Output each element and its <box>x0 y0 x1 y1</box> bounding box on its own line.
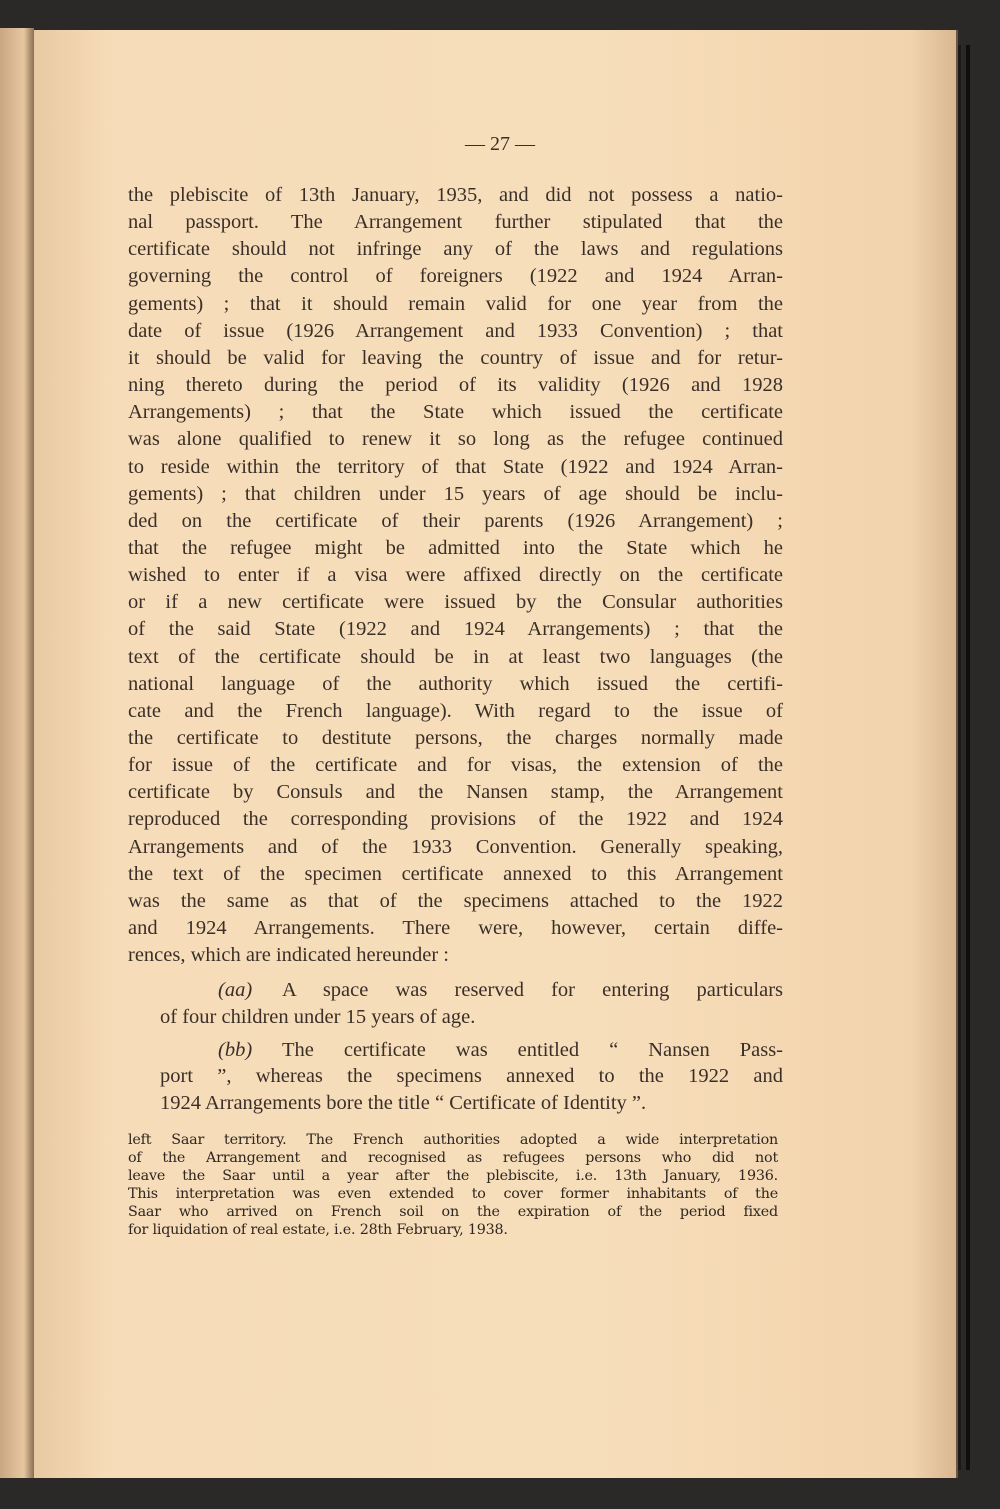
item-marker: (aa) <box>218 979 253 1001</box>
text-line: of the said State (1922 and 1924 Arrangements) ; that the <box>128 618 783 641</box>
text-line: rences, which are indicated hereunder : <box>128 944 450 967</box>
text-line: was alone qualified to renew it so long as the refugee continued <box>128 428 783 451</box>
text-line: certificate should not infringe any of the laws and regulations <box>128 238 783 261</box>
text-line: text of the certificate should be in at least two languages (the <box>128 645 783 668</box>
text-line: certificate by Consuls and the Nansen stamp, the Arrangement <box>128 781 783 804</box>
page-edge <box>966 45 970 1470</box>
text-line: cate and the French language). With regard to the issue of <box>128 699 783 722</box>
text-line: national language of the authority which issued the certifi- <box>128 672 783 695</box>
text-line: Arrangements) ; that the State which issued the certificate <box>128 401 783 424</box>
text-line: that the refugee might be admitted into the State which he <box>128 536 783 559</box>
adjacent-page-edge <box>0 28 34 1478</box>
text-line: A space was reserved for entering particulars <box>282 979 783 1001</box>
text-line: The certificate was entitled “ Nansen Pass- <box>282 1039 783 1061</box>
text-line: Arrangements and of the 1933 Convention. Generally speaking, <box>128 835 783 858</box>
text-line: wished to enter if a visa were affixed directly on the certificate <box>128 564 783 587</box>
item-marker: (bb) <box>218 1039 253 1061</box>
text-line: left Saar territory. The French authorities adopted a wide interpretation <box>128 1132 778 1148</box>
text-line: the text of the specimen certificate annexed to this Arrangement <box>128 862 783 885</box>
text-line: port ”, whereas the specimens annexed to the 1922 and <box>160 1065 783 1087</box>
text-line: gements) ; that it should remain valid for one year from the <box>128 292 783 315</box>
text-line: to reside within the territory of that State (1922 and 1924 Arran- <box>128 455 783 478</box>
text-line: it should be valid for leaving the country of issue and for retur- <box>128 346 783 369</box>
text-line: for issue of the certificate and for visas, the extension of the <box>128 754 783 777</box>
text-line: governing the control of foreigners (1922 and 1924 Arran- <box>128 265 783 288</box>
text-line: This interpretation was even extended to cover former inhabitants of the <box>128 1185 778 1202</box>
text-line: for liquidation of real estate, i.e. 28th February, 1938. <box>128 1221 508 1238</box>
text-line: the plebiscite of 13th January, 1935, and did not possess a natio- <box>128 184 783 206</box>
text-line: ded on the certificate of their parents (1926 Arrangement) ; <box>128 509 783 532</box>
text-line: and 1924 Arrangements. There were, however, certain diffe- <box>128 917 783 940</box>
text-line: of the Arrangement and recognised as refugees persons who did not <box>128 1149 778 1166</box>
text-line: leave the Saar until a year after the plebiscite, i.e. 13th January, 1936. <box>128 1167 778 1184</box>
text-line: the certificate to destitute persons, the charges normally made <box>128 727 783 749</box>
text-line: date of issue (1926 Arrangement and 1933 Convention) ; that <box>128 319 783 342</box>
text-line: ning thereto during the period of its validity (1926 and 1928 <box>128 374 783 397</box>
text-line: 1924 Arrangements bore the title “ Certificate of Identity ”. <box>160 1092 647 1114</box>
text-line: Saar who arrived on French soil on the expiration of the period fixed <box>128 1203 778 1220</box>
page-edge <box>958 45 961 1470</box>
text-line: was the same as that of the specimens attached to the 1922 <box>128 889 783 912</box>
text-line: nal passport. The Arrangement further stipulated that the <box>128 211 783 234</box>
text-line: reproduced the corresponding provisions of the 1922 and 1924 <box>128 808 783 831</box>
text-line: gements) ; that children under 15 years of age should be inclu- <box>128 482 783 505</box>
page-number: — 27 — <box>465 133 535 155</box>
text-line: or if a new certificate were issued by the Consular authorities <box>128 591 783 614</box>
text-line: of four children under 15 years of age. <box>160 1006 476 1028</box>
